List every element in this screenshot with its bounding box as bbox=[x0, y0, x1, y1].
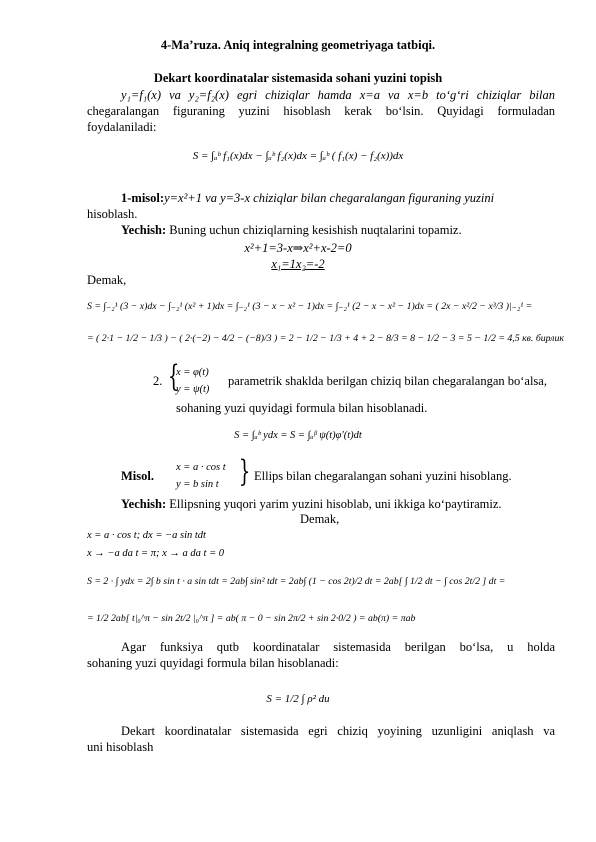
intro-line-1: y₁=f₁(x) va y₂=f₂(x) egri chiziqlar hamda x=a va x=b to‘g‘ri chiziqlar bilan bbox=[121, 88, 555, 102]
lecture-title: 4-Ma’ruza. Aniq integralning geometriyaga tatbiqi. bbox=[160, 38, 436, 52]
solution1-line bbox=[121, 223, 462, 238]
demak-1: Demak, bbox=[87, 273, 127, 287]
example1-label: 1-misol: bbox=[121, 191, 165, 205]
right-brace: } bbox=[238, 454, 251, 489]
item-2-number: 2. bbox=[153, 374, 163, 388]
section-heading: Dekart koordinatalar sistemasida sohani yuzini topish bbox=[153, 71, 443, 85]
calc-line-2: = ( 2·1 − 1/2 − 1/3 ) − ( 2·(−2) − 4/2 − (−8)/3 ) = 2 − 1/2 − 1/3 + 4 + 2 − 8/3 = 8 − 1/2 − 3 = 5 − 1/2 = 4,5 кв. бирлик bbox=[87, 333, 564, 344]
calc-line-3: S = 2 · ∫ ydx = 2∫ b sin t · a sin tdt = 2ab∫ sin² tdt = 2ab∫ (1 − cos 2t)/2 dt = 2ab[ ∫ 1/2 dt − ∫ cos 2t/2 ] dt = bbox=[87, 576, 506, 587]
ellipse-x: x = a · cos t bbox=[176, 462, 226, 473]
solution-label-2: Yechish: bbox=[121, 497, 167, 511]
param-y: y = ψ(t) bbox=[176, 384, 210, 395]
ellipse-y: y = b sin t bbox=[176, 479, 219, 490]
polar-text-1: Agar funksiya qutb koordinatalar sistemasida berilgan bo‘lsa, u holda bbox=[121, 640, 555, 654]
misol-text: Ellips bilan chegaralangan sohani yuzini hisoblang. bbox=[254, 469, 512, 483]
example1-text: y=x²+1 va y=3-x chiziqlar bilan chegaralangan figuraning yuzini bbox=[164, 191, 495, 205]
intro-line-3: foydalaniladi: bbox=[87, 120, 157, 134]
solution1-text: Buning uchun chiziqlarning kesishish nuqtalarini topamiz. bbox=[169, 223, 462, 237]
example1-text-2: hisoblash. bbox=[87, 207, 138, 221]
left-brace: { bbox=[167, 359, 180, 394]
solution2-text: Ellipsning yuqori yarim yuzini hisoblab, uni ikkiga ko‘paytiramiz. bbox=[169, 497, 502, 511]
last-text-1: Dekart koordinatalar sistemasida egri chiziq yoyining uzunligini aniqlash va bbox=[121, 724, 555, 738]
intersection-equation: x²+1=3-x⇒x²+x-2=0 bbox=[244, 241, 352, 255]
subst-line-1: x = a · cos t; dx = −a sin tdt bbox=[87, 530, 206, 541]
intro-line-2: chegaralangan figuraning yuzini hisoblash kerak bo‘lsin. Quyidagi formuladan bbox=[87, 104, 555, 118]
misol-label: Misol. bbox=[121, 469, 154, 483]
area-formula: S = ∫ₐᵇ f₁(x)dx − ∫ₐᵇ f₂(x)dx = ∫ₐᵇ ( f₁(x) − f₂(x))dx bbox=[192, 150, 404, 162]
solution2-line bbox=[121, 497, 502, 512]
param-x: x = φ(t) bbox=[176, 367, 209, 378]
demak-2: Demak, bbox=[300, 512, 340, 526]
polar-text-2: sohaning yuzi quyidagi formula bilan hisoblanadi: bbox=[87, 656, 339, 670]
example1-line bbox=[121, 191, 494, 206]
subst-line-2: x → −a da t = π; x → a da t = 0 bbox=[87, 548, 225, 559]
solution-label: Yechish: bbox=[121, 223, 167, 237]
calc-line-1: S = ∫₋₂¹ (3 − x)dx − ∫₋₂¹ (x² + 1)dx = ∫₋₂¹ (3 − x − x² − 1)dx = ∫₋₂¹ (2 − x − x² − 1)dx = ( 2x − x²/2 − x³/3 )|₋₂¹ = bbox=[87, 301, 533, 312]
polar-formula: S = 1/2 ∫ ρ² du bbox=[266, 693, 330, 705]
param-text: parametrik shaklda berilgan chiziq bilan chegaralangan bo‘alsa, bbox=[228, 374, 547, 388]
roots: x₁=1x₂=-2 bbox=[271, 257, 325, 271]
last-text-2: uni hisoblash bbox=[87, 740, 154, 754]
calc-line-4: = 1/2 2ab[ t|₀^π − sin 2t/2 |₀^π ] = ab( π − 0 − sin 2π/2 + sin 2·0/2 ) = ab(π) = πab bbox=[87, 613, 416, 624]
param-text-2: sohaning yuzi quyidagi formula bilan hisoblanadi. bbox=[176, 401, 428, 415]
param-formula: S = ∫ₐᵇ ydx = S = ∫ₐᵝ ψ(t)φ′(t)dt bbox=[234, 430, 362, 441]
